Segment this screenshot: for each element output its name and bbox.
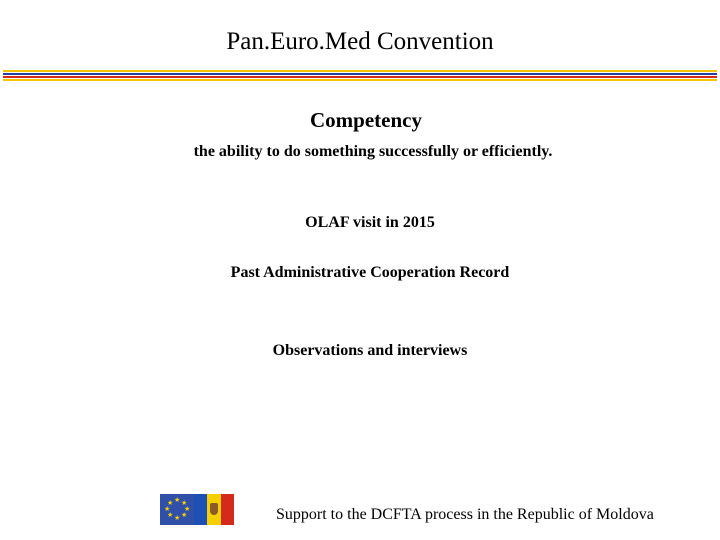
footer-text: Support to the DCFTA process in the Republic of Moldova [276,506,654,523]
item-cooperation-record: Past Administrative Cooperation Record [230,264,510,281]
definition-text: the ability to do something successfully or efficiently. [193,143,553,160]
section-heading: Competency [310,108,422,132]
item-observations: Observations and interviews [272,342,468,359]
eu-flag-icon: ★ ★ ★ ★ ★ ★ ★ ★ [160,494,194,525]
item-olaf-visit: OLAF visit in 2015 [305,214,435,231]
stripe-yellow-bottom [3,79,717,81]
page-title: Pan.Euro.Med Convention [226,28,494,55]
eu-moldova-flags-icon [160,494,234,525]
header-stripes [3,70,717,82]
stripe-red [3,76,717,78]
moldova-flag-icon [194,494,234,525]
coat-of-arms-icon [210,503,218,515]
stripe-blue [3,73,717,75]
stripe-yellow-top [3,70,717,72]
